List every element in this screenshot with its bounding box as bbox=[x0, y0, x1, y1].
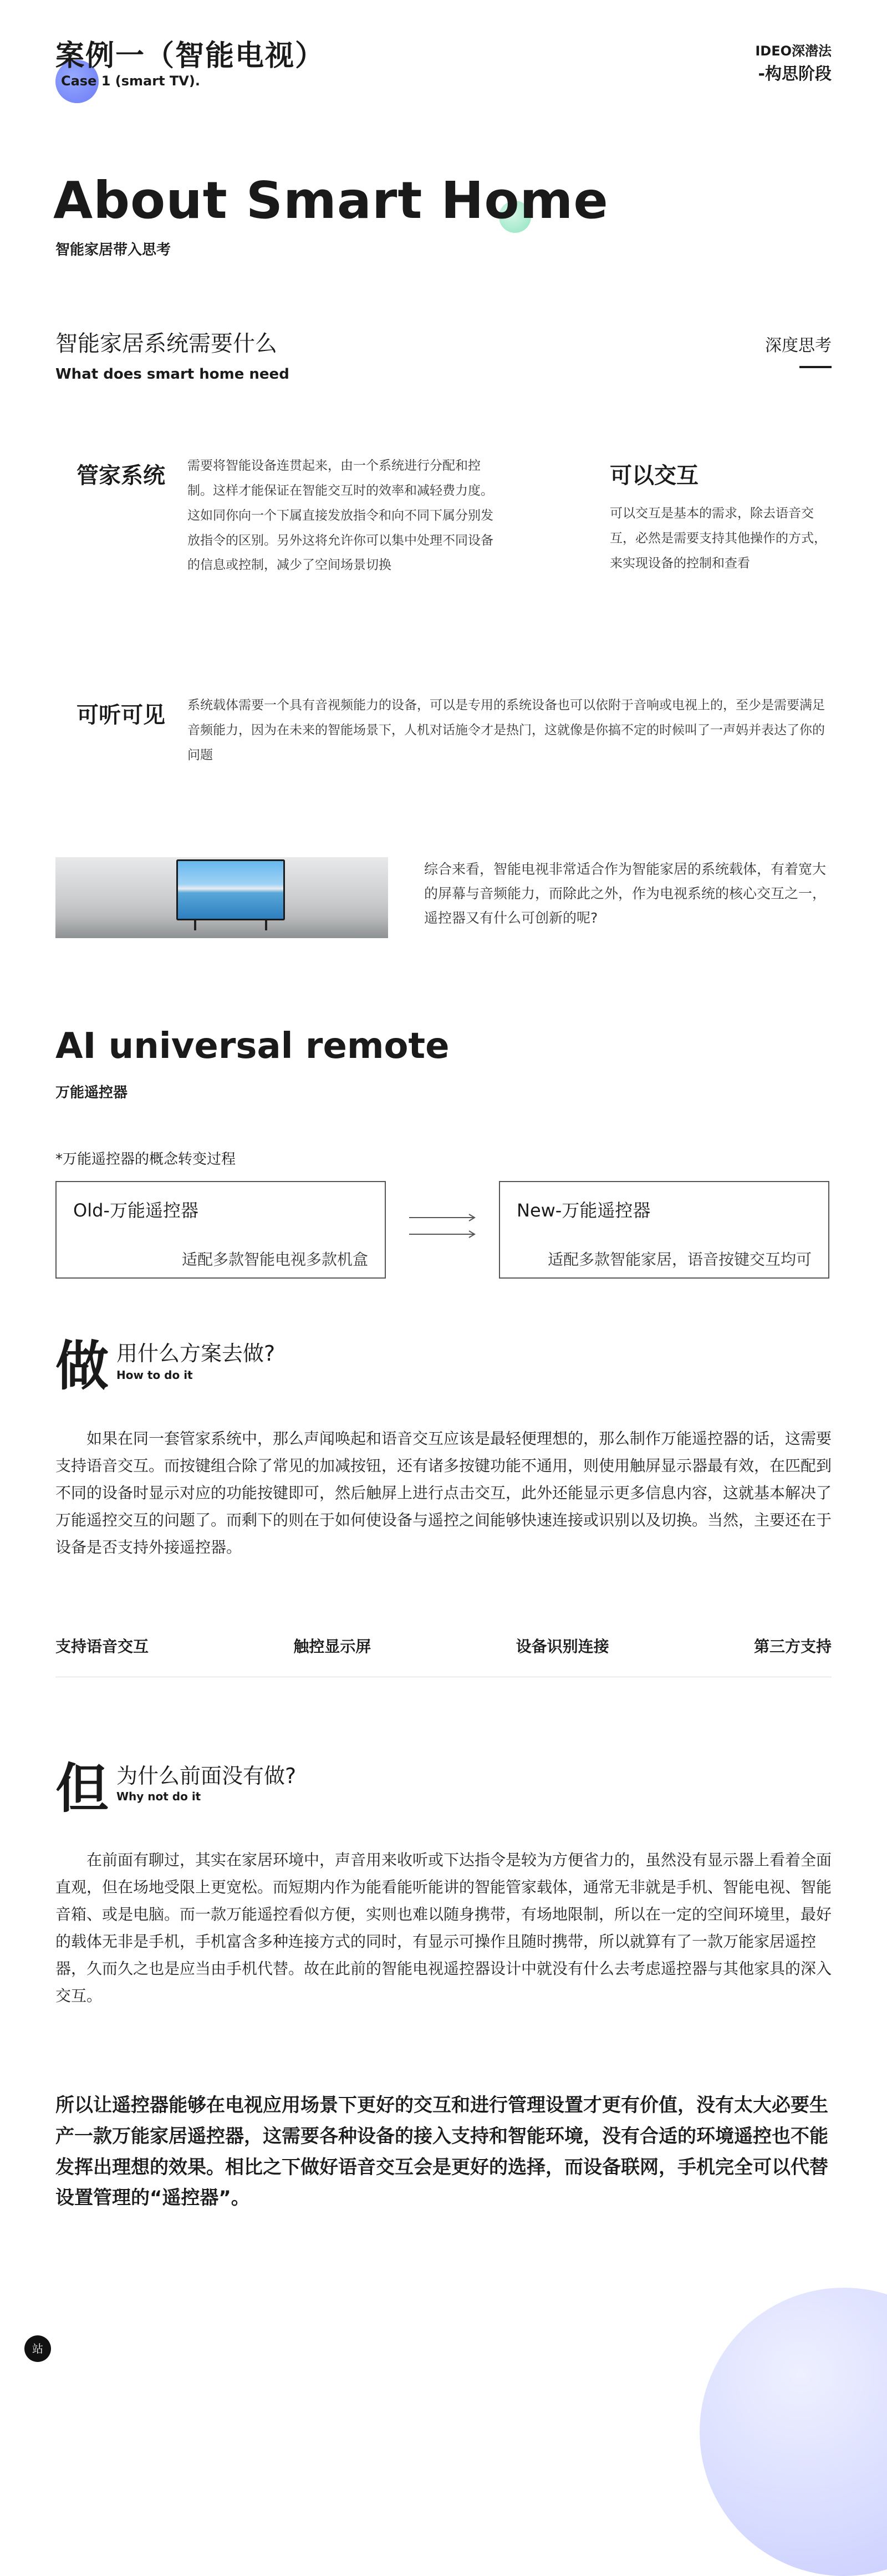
item-label-interactive: 可以交互 bbox=[610, 463, 699, 488]
feature-device-connect: 设备识别连接 bbox=[516, 1637, 609, 1656]
how-paragraph: 如果在同一套管家系统中，那么声闻唤起和语音交互应该是最轻便理想的，那么制作万能遥控器的话，这需要支持语音交互。而按键组合除了常见的加减按钮，还有诸多按键功能不通用，则使用触屏显示器最有效，在匹配到不同的设备时显示对应的功能按键即可，然后触屏上进行点击交互，此外还能显示更多信息内容，这就基本解决了万能遥控交互的问题了。而剩下的则在于如何使设备与遥控之间能够快速连接或识别以及切换。当然，主要还在于设备是否支持外接遥控器。 bbox=[55, 1429, 832, 1556]
page-title: 案例一（智能电视） bbox=[55, 39, 325, 73]
feature-list bbox=[55, 1635, 832, 1657]
section2-subtitle: 万能遥控器 bbox=[55, 1085, 128, 1101]
concept-note: *万能遥控器的概念转变过程 bbox=[55, 1151, 236, 1168]
why-not-paragraph: 在前面有聊过，其实在家居环境中，声音用来收听或下达指令是较为方便省力的，虽然没有显示器上看着全面直观，但在场地受限上更宽松。而短期内作为能看能听能讲的智能管家载体，通常无非就是手机、智能电视、智能音箱、或是电脑。而一款万能遥控看似方便，实则也难以随身携带，有场地限制，所以在一定的空间环境里，最好的载体无非是手机，手机富含多种连接方式的同时，有显示可操作且随时携带，所以就算有了一款万能家居遥控器，久而久之也是应当由手机代替。故在此前的智能电视遥控器设计中就没有什么去考虑遥控器与其他家具的深入交互。 bbox=[55, 1851, 832, 2005]
section-tag-underline bbox=[799, 366, 832, 368]
page-subtitle: Case 1 (smart TV). bbox=[61, 73, 200, 89]
tv-leg bbox=[194, 920, 196, 930]
method-label: IDEO深潜法 bbox=[755, 43, 832, 59]
section2-title: AI universal remote bbox=[55, 1026, 450, 1067]
old-remote-desc: 适配多款智能电视多款机盒 bbox=[181, 1250, 368, 1269]
feature-touchscreen: 触控显示屏 bbox=[293, 1637, 371, 1656]
feature-third-party: 第三方支持 bbox=[753, 1637, 832, 1656]
item-text-audio-visual: 系统载体需要一个具有音视频能力的设备，可以是专用的系统设备也可以依附于音响或电视上的，至少是需要满足音频能力，因为在未来的智能场景下，人机对话施令才是热门，这就像是你搞不定的时候叫了一声妈并表达了你的问题 bbox=[187, 698, 825, 762]
tv-screen bbox=[176, 859, 285, 920]
tv-caption: 综合来看，智能电视非常适合作为智能家居的系统载体，有着宽大的屏幕与音频能力，而除此之外，作为电视系统的核心交互之一，遥控器又有什么可创新的呢? bbox=[424, 861, 827, 926]
how-title: 用什么方案去做? bbox=[116, 1341, 276, 1366]
old-remote-box bbox=[55, 1181, 386, 1279]
section-subtitle: What does smart home need bbox=[55, 366, 289, 383]
hero-title: About Smart Home bbox=[53, 171, 609, 230]
smart-tv-image bbox=[55, 857, 388, 938]
how-big-char: 做 bbox=[55, 1335, 109, 1397]
new-remote-box bbox=[499, 1181, 829, 1279]
new-remote-title: New-万能遥控器 bbox=[517, 1200, 651, 1221]
item-text-interactive: 可以交互是基本的需求，除去语音交互，必然是需要支持其他操作的方式，来实现设备的控制和查看 bbox=[610, 506, 827, 571]
why-not-subtitle: Why not do it bbox=[116, 1790, 201, 1803]
item-text-butler-system: 需要将智能设备连贯起来，由一个系统进行分配和控制。这样才能保证在智能交互时的效率和减轻费力度。这如同你向一个下属直接发放指令和向不同下属分别发放指令的区别。另外这将允许你可以集中处理不同设备的信息或控制，减少了空间场景切换 bbox=[187, 459, 493, 573]
hero-subtitle: 智能家居带入思考 bbox=[55, 242, 171, 258]
why-not-big-char: 但 bbox=[55, 1758, 109, 1820]
old-remote-title: Old-万能遥控器 bbox=[73, 1200, 198, 1221]
logo-icon: 站 bbox=[24, 2335, 51, 2362]
section-tag: 深度思考 bbox=[765, 336, 832, 355]
why-not-title: 为什么前面没有做? bbox=[116, 1764, 297, 1788]
how-subtitle: How to do it bbox=[116, 1368, 193, 1382]
feature-voice: 支持语音交互 bbox=[55, 1637, 149, 1656]
tv-screen-picture bbox=[178, 861, 283, 919]
new-remote-desc: 适配多款智能家居，语音按键交互均可 bbox=[547, 1250, 812, 1269]
tv-leg bbox=[265, 920, 267, 930]
item-label-butler-system: 管家系统 bbox=[77, 463, 165, 488]
conclusion-paragraph: 所以让遥控器能够在电视应用场景下更好的交互和进行管理设置才更有价值，没有太大必要生产一款万能家居遥控器，这需要各种设备的接入支持和智能环境，没有合适的环境遥控也不能发挥出理想的效果。相比之下做好语音交互会是更好的选择，而设备联网，手机完全可以代替设置管理的“遥控器”。 bbox=[55, 2094, 828, 2210]
item-label-audio-visual: 可听可见 bbox=[77, 702, 165, 728]
section-title: 智能家居系统需要什么 bbox=[55, 331, 277, 357]
stage-label: -构思阶段 bbox=[758, 64, 832, 84]
arrow-right-icon bbox=[409, 1212, 478, 1240]
decorative-corner-blob bbox=[700, 2288, 887, 2576]
